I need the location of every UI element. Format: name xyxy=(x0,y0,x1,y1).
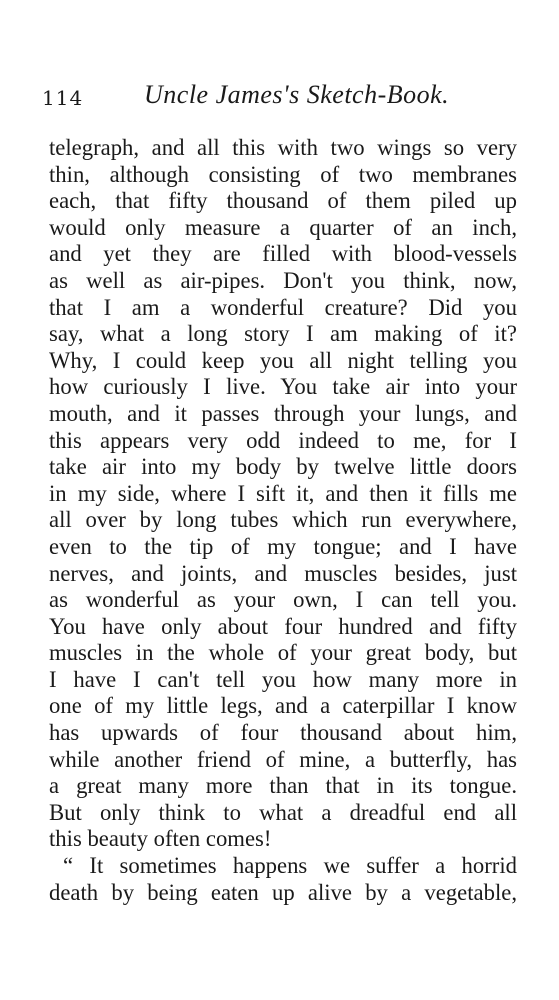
page-number: 114 xyxy=(42,86,84,110)
text-line: But only think to what a dreadful end all xyxy=(49,799,517,825)
text-line: while another friend of mine, a butterfly, has xyxy=(49,746,517,772)
text-line: “ It sometimes happens we suffer a horrid xyxy=(63,853,517,879)
text-line: this beauty often comes! xyxy=(49,826,272,852)
text-line: thin, although consisting of two membranes xyxy=(49,161,517,187)
text-line: death by being eaten up alive by a vegetable, xyxy=(49,879,517,905)
text-line: as well as air-pipes. Don't you think, now, xyxy=(49,267,517,293)
text-line: all over by long tubes which run everywhere, xyxy=(49,507,517,533)
text-line: and yet they are filled with blood-vessels xyxy=(49,241,517,267)
text-line: mouth, and it passes through your lungs, and xyxy=(49,400,517,426)
text-line: one of my little legs, and a caterpillar I know xyxy=(49,693,517,719)
text-line: has upwards of four thousand about him, xyxy=(49,720,517,746)
running-head xyxy=(42,80,522,120)
text-line: how curiously I live. You take air into your xyxy=(49,374,517,400)
text-line: that I am a wonderful creature? Did you xyxy=(49,294,517,320)
text-line: would only measure a quarter of an inch, xyxy=(49,214,517,240)
paragraph-1 xyxy=(49,135,517,853)
text-line: this appears very odd indeed to me, for I xyxy=(49,427,517,453)
text-line: I have I can't tell you how many more in xyxy=(49,666,517,692)
body-text xyxy=(49,135,517,906)
text-line: a great many more than that in its tongue. xyxy=(49,773,517,799)
text-line: You have only about four hundred and fifty xyxy=(49,613,517,639)
paragraph-2 xyxy=(49,853,517,906)
text-line: each, that fifty thousand of them piled up xyxy=(49,188,517,214)
text-line: take air into my body by twelve little doors xyxy=(49,454,517,480)
text-line: muscles in the whole of your great body, but xyxy=(49,640,517,666)
text-line: say, what a long story I am making of it? xyxy=(49,321,517,347)
text-line: nerves, and joints, and muscles besides, just xyxy=(49,560,517,586)
running-title: Uncle James's Sketch-Book. xyxy=(144,80,450,109)
text-line: even to the tip of my tongue; and I have xyxy=(49,533,517,559)
text-line: as wonderful as your own, I can tell you. xyxy=(49,587,517,613)
text-line: in my side, where I sift it, and then it fills me xyxy=(49,480,517,506)
text-line: Why, I could keep you all night telling you xyxy=(49,347,517,373)
text-line: telegraph, and all this with two wings so very xyxy=(49,135,517,160)
